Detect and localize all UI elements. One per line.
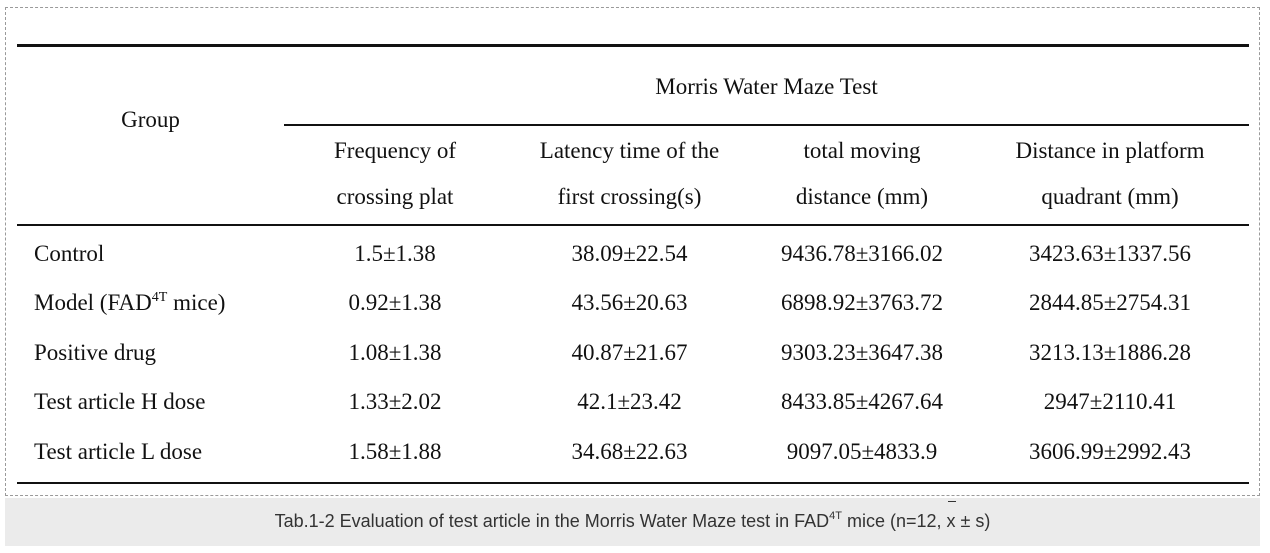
latency-value: 42.1±23.42 <box>577 389 682 415</box>
column-header-total-distance: total moving distance (mm) <box>795 138 929 209</box>
group-name: Test article H dose <box>34 389 206 415</box>
latency-value: 38.09±22.54 <box>571 240 688 266</box>
table-row <box>17 427 1249 483</box>
latency-value: 40.87±21.67 <box>571 339 688 365</box>
total-distance-value: 9303.23±3647.38 <box>780 339 944 365</box>
frequency-value: 0.92±1.38 <box>348 290 442 316</box>
column-header-frequency: Frequency of crossing plat <box>334 138 456 209</box>
column-header-latency: Latency time of the first crossing(s) <box>539 138 720 209</box>
results-table <box>17 44 1249 484</box>
frequency-value: 1.5±1.38 <box>354 240 436 266</box>
group-name: Control <box>34 240 105 266</box>
quadrant-distance-value: 3606.99±2992.43 <box>1028 438 1192 464</box>
table-caption: Tab.1-2 Evaluation of test article in the Morris Water Maze test in $FAD^{4T}$ mice (n=12, x ± s) <box>5 498 1260 546</box>
group-name: Model ($FAD^{4T}$ mice) <box>34 290 226 316</box>
group-header: Group <box>121 107 180 132</box>
latency-value: 34.68±22.63 <box>571 438 688 464</box>
morris-water-maze-header: Morris Water Maze Test <box>284 46 1249 126</box>
total-distance-value: 9097.05±4833.9 <box>786 438 938 464</box>
frequency-value: 1.08±1.38 <box>348 339 442 365</box>
total-distance-value: 9436.78±3166.02 <box>780 240 944 266</box>
quadrant-distance-value: 3423.63±1337.56 <box>1028 240 1192 266</box>
total-distance-value: 8433.85±4267.64 <box>780 389 944 415</box>
total-distance-value: 6898.92±3763.72 <box>780 290 944 316</box>
x-bar-symbol: x <box>947 498 956 544</box>
table-row <box>17 378 1249 428</box>
quadrant-distance-value: 2947±2110.41 <box>1043 389 1177 415</box>
frequency-value: 1.58±1.88 <box>348 438 442 464</box>
quadrant-distance-value: 2844.85±2754.31 <box>1028 290 1192 316</box>
frequency-value: 1.33±2.02 <box>348 389 442 415</box>
group-name: Positive drug <box>34 339 157 365</box>
column-header-quadrant-distance: Distance in platform quadrant (mm) <box>1015 138 1205 209</box>
group-name: Test article L dose <box>34 438 203 464</box>
quadrant-distance-value: 3213.13±1886.28 <box>1028 339 1192 365</box>
latency-value: 43.56±20.63 <box>571 290 688 316</box>
table-row <box>17 225 1249 279</box>
table-row <box>17 279 1249 329</box>
table-row <box>17 328 1249 378</box>
